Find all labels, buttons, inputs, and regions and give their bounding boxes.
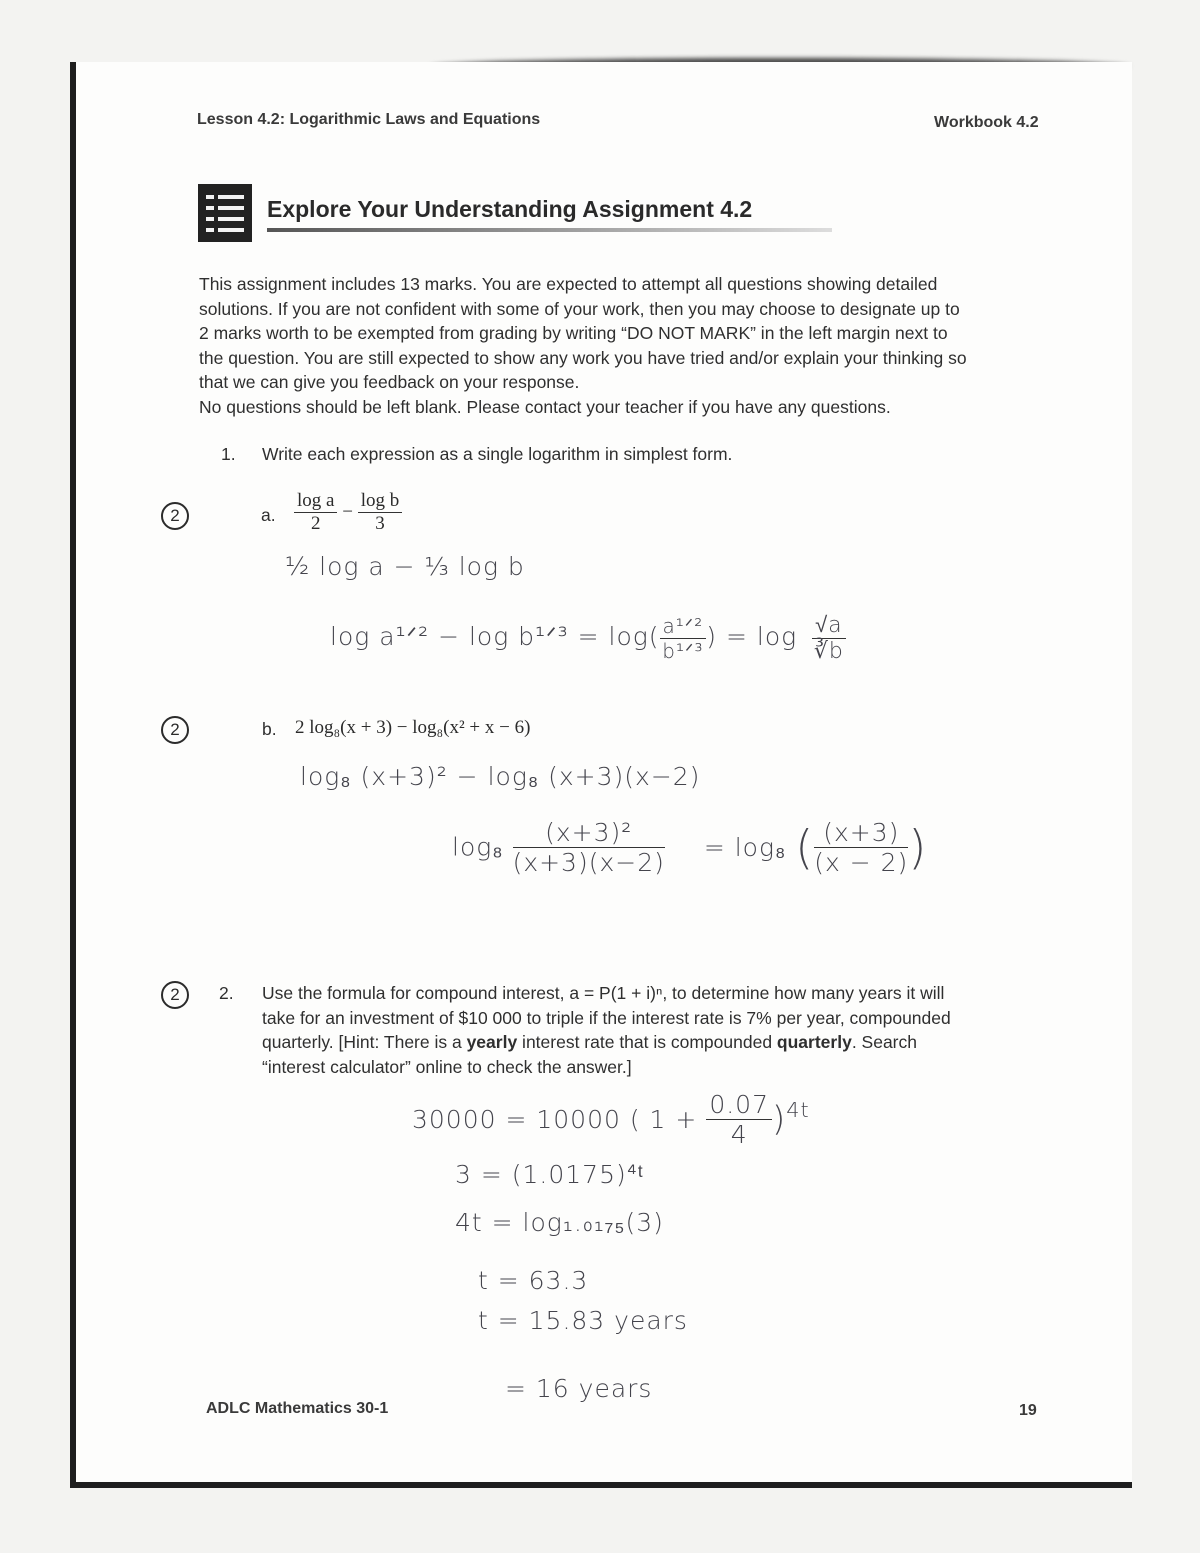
handwriting-2-line6: = 16 years [505, 1374, 653, 1403]
part-a-expression: $\frac{\text{log a}}{2}$ − $\frac{\text{log b}}{3}$ [294, 490, 402, 535]
handwriting-2-line5: t = 15.83 years [478, 1306, 688, 1335]
lesson-title: Lesson 4.2: Logarithmic Laws and Equations [197, 111, 541, 128]
mark-circle-1a: 2 [161, 502, 189, 530]
handwriting-2-line4: t = 63.3 [478, 1266, 589, 1295]
mark-circle-1b: 2 [161, 716, 189, 744]
part-b-expression: 2 log₈(x + 3) − log₈(x² + x − 6) [295, 717, 531, 738]
handwriting-2-line3: 4t = log₁.₀₁₇₅(3) [455, 1208, 664, 1237]
handwriting-b-line2: log₈ $\frac{\text{(x+3)²}}{(x+3)(x-2)}$ = log₈ ( $\frac{(x+3)}{(x - 2)}$ ) [452, 818, 928, 877]
handwriting-b-line1: log₈ (x+3)² − log₈ (x+3)(x−2) [300, 762, 701, 791]
handwriting-2-line1: 30000 = 10000 ( 1 + $\frac{0.07}{4}$ )$^{4t}$ [412, 1090, 810, 1149]
handwriting-a-line2: log a¹ᐟ² − log b¹ᐟ³ = log( $\frac{\text{a¹ᐟ²}}{\text{b¹ᐟ³}}$ ) = log $\frac{√a}{∛b}$ [330, 613, 844, 664]
question-1-number: 1. [221, 444, 236, 464]
handwriting-2-line2: 3 = (1.0175)⁴ᵗ [455, 1160, 645, 1189]
footer-course: ADLC Mathematics 30-1 [206, 1400, 389, 1417]
question-1-text: Write each expression as a single logarithm in simplest form. [262, 444, 733, 464]
mark-circle-2: 2 [161, 981, 189, 1009]
list-icon [198, 184, 252, 242]
handwriting-a-line1: ½ log a − ⅓ log b [285, 552, 525, 581]
part-a-label: a. [261, 505, 276, 525]
section-title: Explore Your Understanding Assignment 4.2 [267, 196, 753, 222]
workbook-label: Workbook 4.2 [934, 114, 1039, 131]
question-2-text: Use the formula for compound interest, a = P(1 + i)ⁿ, to determine how many years it will take for an investment of $10 000 to triple if the interest rate is 7% per year, compounded quarterly. [Hint: There is a yearly interest rate that is compounded quarterly. Search “interest calculator” online to check the answer.] [262, 983, 951, 1077]
question-2-number: 2. [219, 983, 234, 1003]
page-number: 19 [1019, 1402, 1037, 1419]
part-b-label: b. [262, 719, 277, 739]
title-underline [267, 228, 832, 232]
intro-paragraph: This assignment includes 13 marks. You are expected to attempt all questions showing detailed solutions. If you are not confident with some of your work, then you may choose to designate up to 2 marks worth to be exempted from grading by writing “DO NOT MARK” in the left margin next to the question. You are still expected to show any work you have tried and/or explain your thinking so that we can give you feedback on your response. No questions should be left blank. Please contact your teacher if you have any questions. [199, 274, 967, 417]
